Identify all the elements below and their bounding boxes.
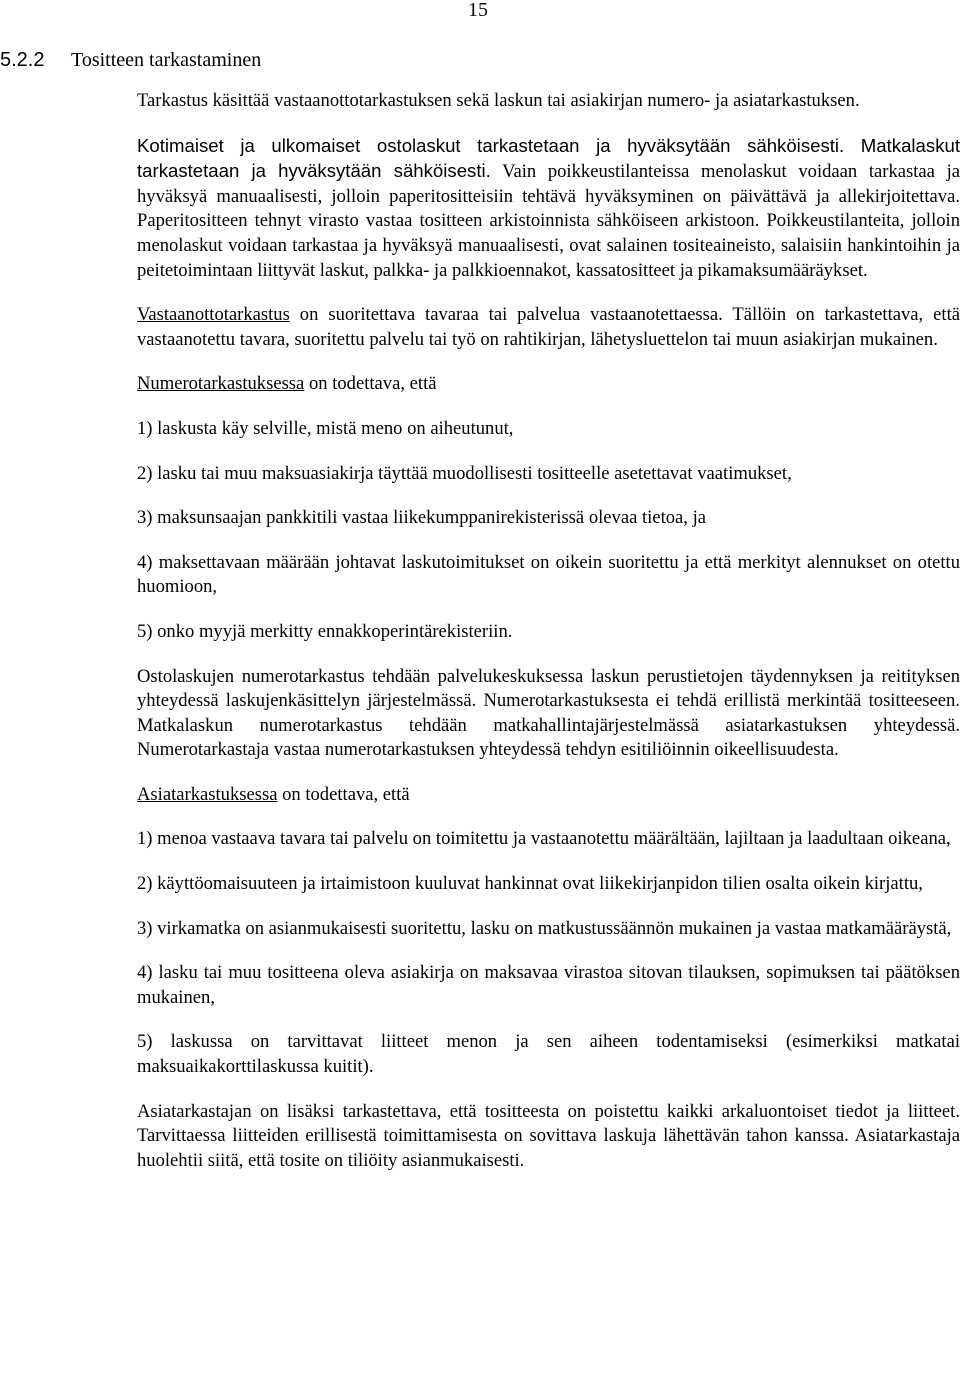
section-number: 5.2.2 <box>0 49 45 71</box>
paragraph-intro: Tarkastus käsittää vastaanottotarkastuksen sekä laskun tai asiakirjan numero- ja asiatarkastuksen. <box>137 90 860 111</box>
paragraph-electronic-invoices-c: Poikkeustilanteita, jolloin menolaskut voidaan tarkastaa ja hyväksyä manuaalisesti, ovat salainen tositeaineisto, salaisiin hankintoihin ja peitetoimintaan liittyvät laskut, palkka- ja palkkioennakot, kassatositteet ja pikamaksumääräykset. <box>137 210 960 281</box>
section-heading <box>0 48 261 72</box>
paragraph-content-check-intro-text: on todettava, että <box>277 783 410 805</box>
list-item: 1) menoa vastaava tavara tai palvelu on toimitettu ja vastaanotettu määrältään, lajiltaan ja laadultaan oikeana, <box>137 828 951 850</box>
list-item: 4) lasku tai muu tositteena oleva asiakirja on maksavaa virastoa sitovan tilauksen, sopimuksen tai päätöksen mukainen, <box>137 962 960 1008</box>
document-body <box>137 89 960 1193</box>
paragraph-electronic-invoices-b: Vain poikkeustilanteissa menolaskut voidaan tarkastaa ja hyväksyä manuaalisesti, jolloin paperitositteisiin tehtävä hyväksyminen on päivättävä ja allekirjoitettava. Paperitositteen tehnyt virasto vastaa tositteen arkistoinnista sähköiseen arkistoon. <box>137 161 960 232</box>
term-numeric-check: Numerotarkastuksessa <box>137 373 305 395</box>
list-item: 2) käyttöomaisuuteen ja irtaimistoon kuuluvat hankinnat ovat liikekirjanpidon tilien osalta oikein kirjattu, <box>137 873 923 895</box>
paragraph-electronic-invoices-a: Kotimaiset ja ulkomaiset ostolaskut tarkastetaan ja hyväksytään sähköisesti. Matkalaskut tarkastetaan ja hyväksytään sähköisesti. <box>137 134 960 182</box>
list-item: 2) lasku tai muu maksuasiakirja täyttää muodollisesti tositteelle asetettavat vaatimukset, <box>137 462 792 484</box>
paragraph-numeric-check-intro-text: on todettava, että <box>304 373 437 395</box>
list-item: 5) laskussa on tarvittavat liitteet menon ja sen aiheen todentamiseksi (esimerkiksi matkatai maksuaikakorttilaskussa kuitit). <box>137 1031 960 1078</box>
section-title: Tositteen tarkastaminen <box>71 49 262 71</box>
term-receipt-inspection: Vastaanottotarkastus <box>137 304 290 326</box>
paragraph-electronic-invoices <box>137 134 960 284</box>
page-number: 15 <box>468 0 488 21</box>
paragraph-numeric-check-intro <box>137 372 960 397</box>
paragraph-sensitive-data: Asiatarkastajan on lisäksi tarkastettava, että tositteesta on poistettu kaikki arkaluontoiset tiedot ja liitteet. Tarvittaessa liitteiden erillisestä toimittamisesta on sovittava laskuja lähettävän tahon kanssa. Asiatarkastaja huolehtii siitä, että tosite on tiliöity asianmukaisesti. <box>137 1100 960 1171</box>
list-item: 3) maksunsaajan pankkitili vastaa liikekumppanirekisterissä olevaa tietoa, ja <box>137 507 706 529</box>
list-item: 1) laskusta käy selville, mistä meno on aiheutunut, <box>137 417 514 439</box>
paragraph-receipt-inspection-text: on suoritettava tavaraa tai palvelua vastaanotettaessa. Tällöin on tarkastettava, että vastaanotettu tavara, suoritettu palvelu tai työ on rahtikirjan, lähetysluettelon tai muun asiakirjan mukainen. <box>137 304 960 350</box>
term-content-check: Asiatarkastuksessa <box>137 783 278 805</box>
paragraph-purchase-invoice-check: Ostolaskujen numerotarkastus tehdään palvelukeskuksessa laskun perustietojen täydennyksen ja reitityksen yhteydessä laskujenkäsittelyn järjestelmässä. Numerotarkastuksesta ei tehdä erillistä merkintää tositteeseen. Matkalaskun numerotarkastus tehdään matkahallintajärjestelmässä asiatarkastuksen yhteydessä. Numerotarkastaja vastaa numerotarkastuksen yhteydessä tehdyn esitiliöinnin oikeellisuudesta. <box>137 665 960 761</box>
paragraph-receipt-inspection <box>137 303 960 352</box>
list-item: 5) onko myyjä merkitty ennakkoperintärekisteriin. <box>137 620 513 642</box>
list-item: 4) maksettavaan määrään johtavat laskutoimitukset on oikein suoritettu ja että merkityt alennukset on otettu huomioon, <box>137 551 960 598</box>
paragraph-content-check-intro <box>137 783 960 808</box>
list-item: 3) virkamatka on asianmukaisesti suoritettu, lasku on matkustussäännön mukainen ja vastaa matkamääräystä, <box>137 917 952 939</box>
